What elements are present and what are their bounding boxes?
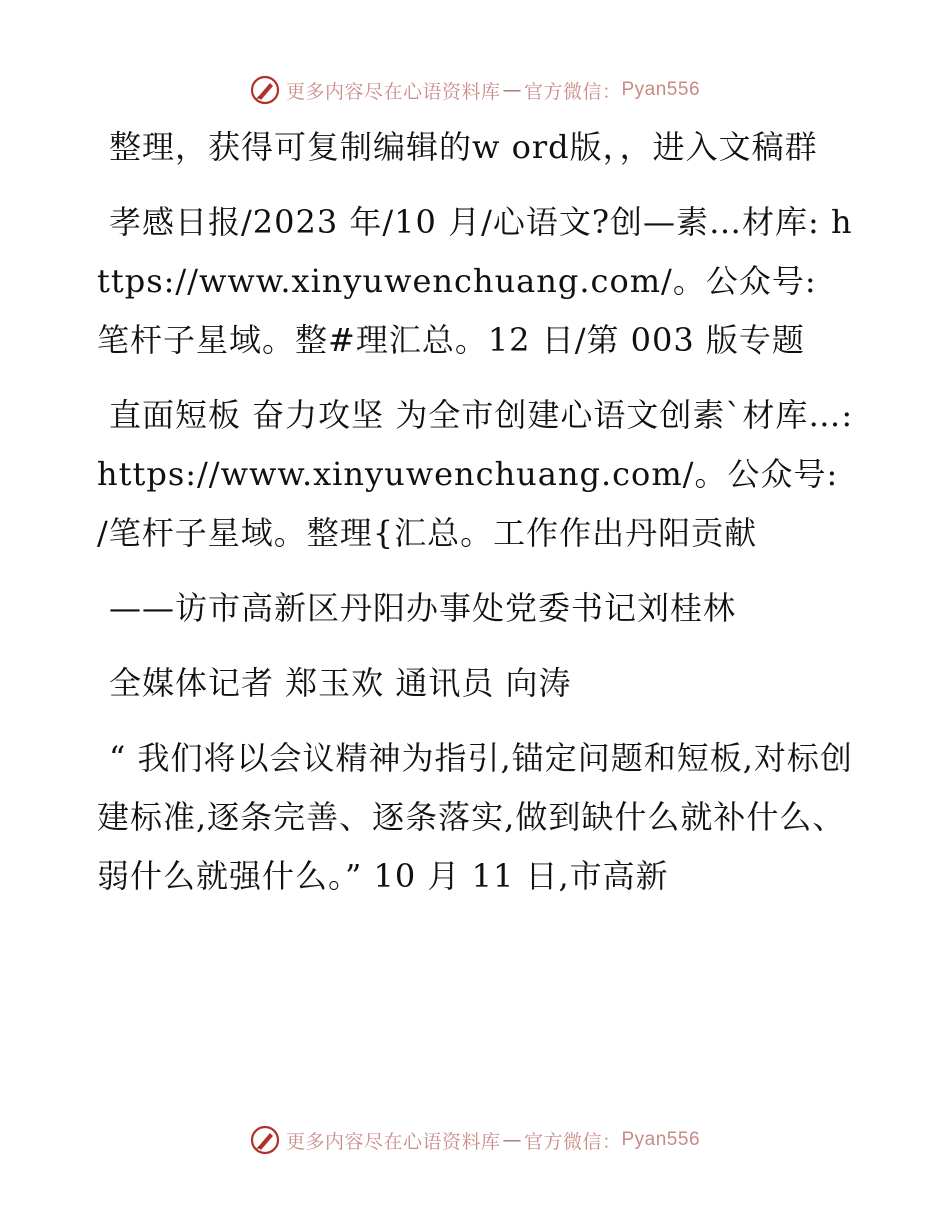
banner-wechat-id: Pyan556 <box>621 1129 701 1150</box>
paragraph-source: 孝感日报/2023 年/10 月/心语文?创—素…材库: https://www.xinyuwenchuang.com/。公众号: 笔杆子星域。整#理汇总。12 日/第 003 版专题 <box>97 203 853 359</box>
paragraph-body: “ 我们将以会议精神为指引,锚定问题和短板,对标创建标准,逐条完善、逐条落实,做到缺什么就补什么、弱什么就强什么。” 10 月 11 日,市高新 <box>97 739 853 895</box>
footer-banner <box>0 1120 950 1160</box>
banner-text: 更多内容尽在心语资料库 <box>285 80 501 103</box>
header-banner <box>0 70 950 110</box>
banner-wechat-id: Pyan556 <box>621 79 701 100</box>
paragraph-byline: 全媒体记者 郑玉欢 通讯员 向涛 <box>109 664 572 702</box>
banner-separator: — <box>502 79 522 101</box>
banner-separator: — <box>502 1129 522 1151</box>
paragraph-intro: 整理，获得可复制编辑的w ord版，，进入文稿群 <box>109 128 818 166</box>
pen-logo-icon <box>250 1125 280 1155</box>
banner-wechat-label: 官方微信： <box>523 80 622 103</box>
banner-wechat-label: 官方微信： <box>523 1130 622 1153</box>
document-body <box>97 118 857 922</box>
pen-logo-icon <box>250 75 280 105</box>
banner-text: 更多内容尽在心语资料库 <box>285 1130 501 1153</box>
paragraph-subheadline: ——访市高新区丹阳办事处党委书记刘桂林 <box>109 589 737 627</box>
paragraph-headline: 直面短板 奋力攻坚 为全市创建心语文创素`材库…: https://www.xinyuwenchuang.com/。公众号: /笔杆子星域。整理{汇总。工作作出丹阳贡献 <box>97 396 854 552</box>
